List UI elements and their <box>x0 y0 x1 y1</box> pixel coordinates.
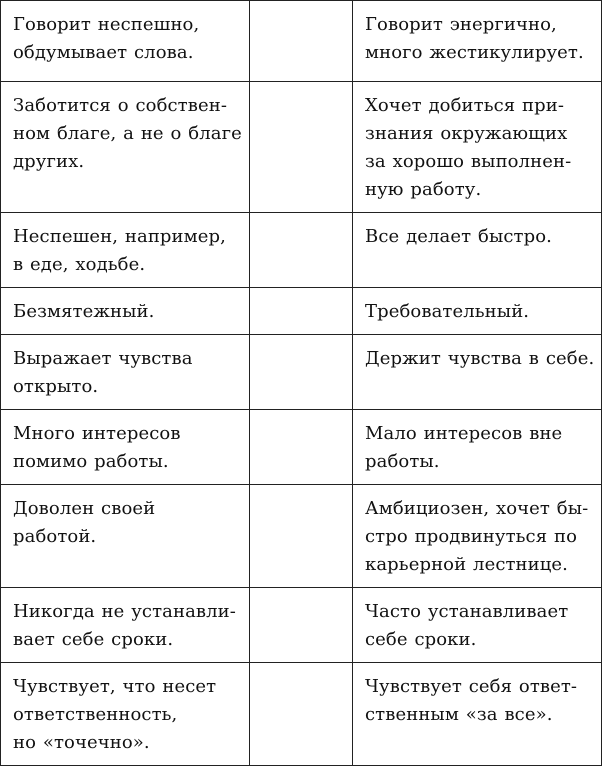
table-body <box>1 1 602 766</box>
cell-text: открыто. <box>13 376 99 397</box>
cell-text: обдумывает слова. <box>13 42 194 63</box>
cell-text: Говорит неспешно, <box>13 14 200 35</box>
cell-text: знания окружающих <box>365 123 568 144</box>
table-row <box>1 663 602 766</box>
cell-text: Неспешен, например, <box>13 226 226 247</box>
cell-right <box>353 1 602 82</box>
cell-empty <box>250 288 353 335</box>
cell-text: Чувствует, что несет <box>13 676 217 697</box>
cell-text: ственным «за все». <box>365 704 553 725</box>
cell-right <box>353 288 602 335</box>
table-row <box>1 1 602 82</box>
cell-text: в еде, ходьбе. <box>13 254 146 275</box>
cell-text: за хорошо выполнен- <box>365 151 572 172</box>
cell-empty <box>250 1 353 82</box>
table-row <box>1 588 602 663</box>
cell-left <box>1 288 250 335</box>
cell-text: помимо работы. <box>13 451 169 472</box>
cell-right <box>353 335 602 410</box>
table-row <box>1 335 602 410</box>
cell-left <box>1 335 250 410</box>
cell-text: Говорит энергично, <box>365 14 557 35</box>
cell-empty <box>250 410 353 485</box>
table-row <box>1 410 602 485</box>
cell-text: стро продвинуться по <box>365 526 578 547</box>
cell-empty <box>250 588 353 663</box>
cell-text: Много интересов <box>13 423 181 444</box>
cell-empty <box>250 485 353 588</box>
cell-empty <box>250 663 353 766</box>
cell-text: Амбициозен, хочет бы- <box>365 498 589 519</box>
cell-text: Безмятежный. <box>13 301 155 322</box>
cell-text: ную работу. <box>365 179 482 200</box>
table-row <box>1 288 602 335</box>
cell-left <box>1 410 250 485</box>
cell-text: Хочет добиться при- <box>365 95 565 116</box>
cell-text: Выражает чувства <box>13 348 193 369</box>
cell-text: Мало интересов вне <box>365 423 563 444</box>
cell-right <box>353 410 602 485</box>
cell-text: Чувствует себя ответ- <box>365 676 578 697</box>
cell-text: ответственность, <box>13 704 178 725</box>
cell-left <box>1 663 250 766</box>
cell-empty <box>250 335 353 410</box>
cell-text: вает себе сроки. <box>13 629 174 650</box>
cell-text: других. <box>13 151 85 172</box>
cell-text: много жестикулирует. <box>365 42 584 63</box>
cell-left <box>1 1 250 82</box>
cell-text: Требовательный. <box>365 301 530 322</box>
cell-text: Часто устанавливает <box>365 601 569 622</box>
cell-empty <box>250 82 353 213</box>
cell-right <box>353 213 602 288</box>
cell-text: ном благе, а не о благе <box>13 123 242 144</box>
cell-text: Никогда не устанавли- <box>13 601 236 622</box>
cell-empty <box>250 213 353 288</box>
cell-right <box>353 663 602 766</box>
cell-text: Держит чувства в себе. <box>365 348 595 369</box>
cell-text: Доволен своей <box>13 498 156 519</box>
cell-text: Заботится о собствен- <box>13 95 228 116</box>
cell-text: себе сроки. <box>365 629 477 650</box>
cell-text: карьерной лестнице. <box>365 554 569 575</box>
cell-left <box>1 213 250 288</box>
table-row <box>1 485 602 588</box>
cell-text: но «точечно». <box>13 732 150 753</box>
cell-left <box>1 485 250 588</box>
cell-text: Все делает быстро. <box>365 226 552 247</box>
table-row <box>1 82 602 213</box>
cell-left <box>1 82 250 213</box>
cell-text: работой. <box>13 526 97 547</box>
cell-left <box>1 588 250 663</box>
cell-right <box>353 588 602 663</box>
cell-right <box>353 82 602 213</box>
cell-text: работы. <box>365 451 440 472</box>
cell-right <box>353 485 602 588</box>
table-row <box>1 213 602 288</box>
